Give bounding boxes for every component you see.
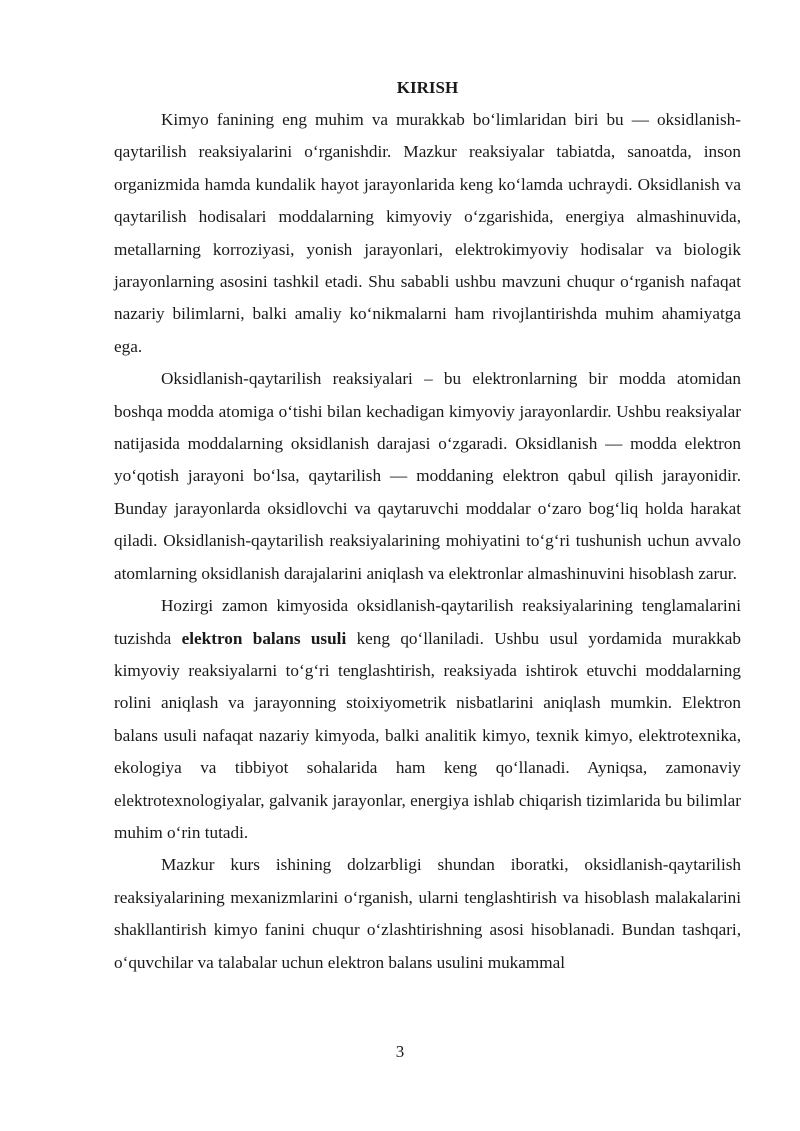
paragraph-3-rest: keng qoʻllaniladi. Ushbu usul yordamida murakkab kimyoviy reaksiyalarni toʻgʻri tenglashtirish, reaksiyada ishtirok etuvchi moddalarning rolini aniqlash va jarayonning stoixiyometrik nisbatlarini aniqlash mumkin. Elektron balans usuli nafaqat nazariy kimyoda, balki analitik kimyo, texnik kimyo, elektrotexnika, ekologiya va tibbiyot sohalarida ham keng qoʻllanadi. Ayniqsa, zamonaviy elektrotexnologiyalar, galvanik jarayonlar, energiya ishlab chiqarish tizimlarida bu bilimlar muhim oʻrin tutadi. [114, 628, 741, 842]
paragraph-4: Mazkur kurs ishining dolzarbligi shundan iboratki, oksidlanish-qaytarilish reaksiyalarining mexanizmlarini oʻrganish, ularni tenglashtirish va hisoblash malakalarini shakllantirish kimyo fanini chuqur oʻzlashtirishning asosi hisoblanadi. Bundan tashqari, oʻquvchilar va talabalar uchun elektron balans usulini mukammal [114, 855, 741, 972]
paragraph-3-lead: Hozirgi zamon kimyosida oksidlanish-qaytarilish reaksiyalarining tenglamalarini tuzishda [114, 596, 741, 648]
paragraph-1: Kimyo fanining eng muhim va murakkab boʻlimlaridan biri bu — oksidlanish-qaytarilish reaksiyalarini oʻrganishdir. Mazkur reaksiyalar tabiatda, sanoatda, inson organizmida hamda kundalik hayot jarayonlarida keng koʻlamda uchraydi. Oksidlanish va qaytarilish hodisalari moddalarning kimyoviy oʻzgarishida, energiya almashinuvida, metallarning korroziyasi, yonish jarayonlari, elektrokimyoviy hodisalar va biologik jarayonlarning asosini tashkil etadi. Shu sababli ushbu mavzuni chuqur oʻrganish nafaqat nazariy bilimlarni, balki amaliy koʻnikmalarni ham rivojlantirishda muhim ahamiyatga ega. [114, 110, 741, 356]
bold-term: elektron balans usuli [181, 628, 347, 648]
page-number: 3 [395, 1042, 405, 1061]
document-page [114, 72, 741, 979]
paragraph-2: Oksidlanish-qaytarilish reaksiyalari – bu elektronlarning bir modda atomidan boshqa modda atomiga oʻtishi bilan kechadigan kimyoviy jarayonlardir. Ushbu reaksiyalar natijasida moddalarning oksidlanish darajasi oʻzgaradi. Oksidlanish — modda elektron yoʻqotish jarayoni boʻlsa, qaytarilish — moddaning elektron qabul qilish jarayonidir. Bunday jarayonlarda oksidlovchi va qaytaruvchi moddalar oʻzaro bogʻliq holda harakat qiladi. Oksidlanish-qaytarilish reaksiyalarining mohiyatini toʻgʻri tushunish uchun avvalo atomlarning oksidlanish darajalarini aniqlash va elektronlar almashinuvini hisoblash zarur. [114, 369, 741, 583]
paragraph-3 [114, 590, 741, 849]
section-heading: KIRISH [396, 78, 459, 97]
